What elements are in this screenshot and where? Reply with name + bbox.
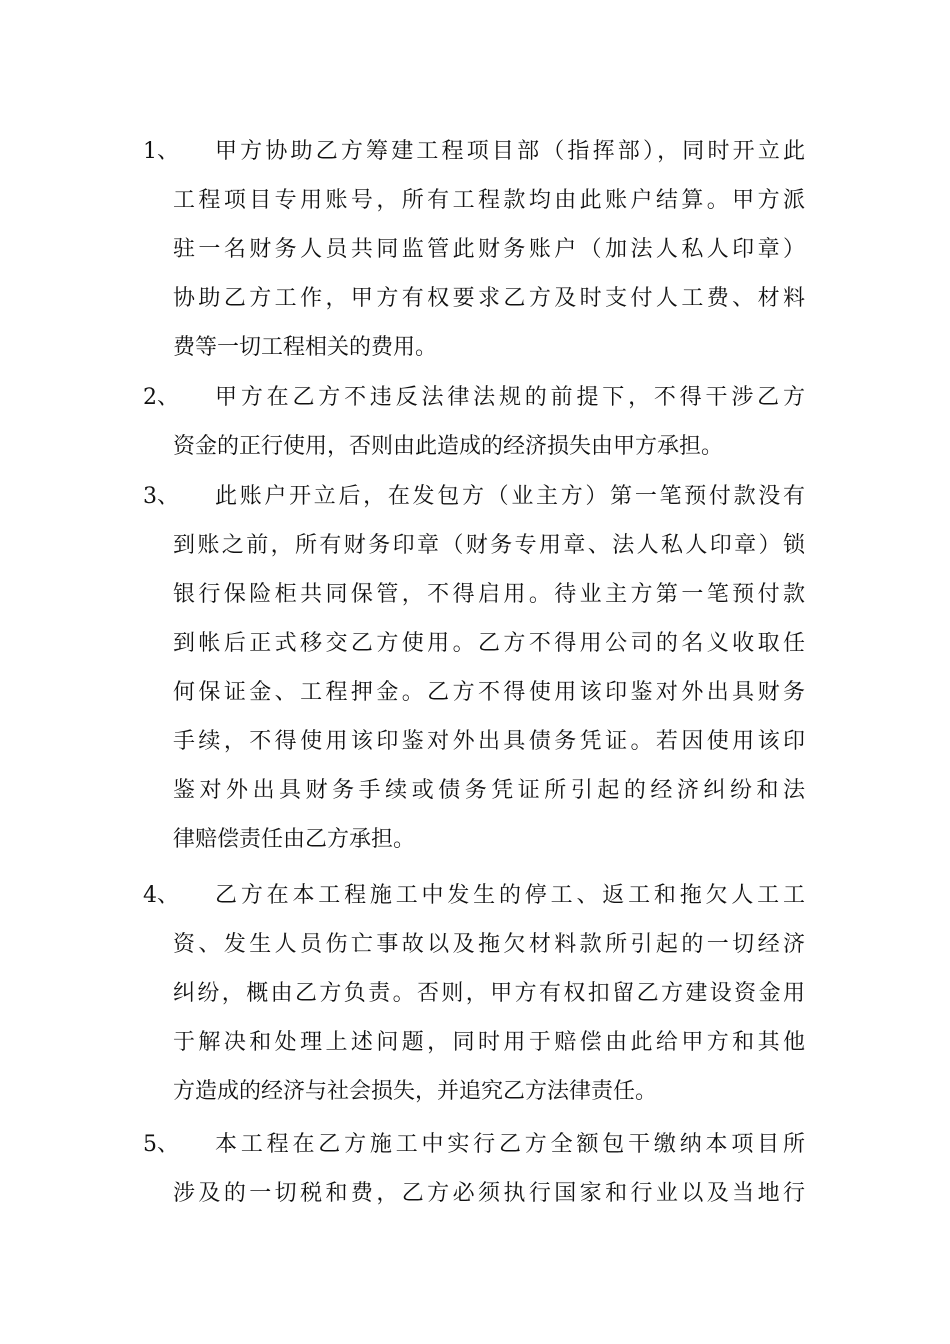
clause-2 — [143, 373, 823, 471]
clause-text-line: 协助乙方工作，甲方有权要求乙方及时支付人工费、材料 — [173, 286, 805, 311]
clause-text-line: 工程项目专用账号，所有工程款均由此账户结算。甲方派 — [173, 188, 805, 213]
clause-text-line: 费等一切工程相关的费用。 — [173, 335, 438, 360]
clause-text-line: 涉及的一切税和费，乙方必须执行国家和行业以及当地行 — [173, 1181, 805, 1206]
clause-5 — [143, 1120, 823, 1218]
clause-number: 3、 — [143, 484, 179, 509]
clause-3 — [143, 472, 823, 864]
clause-text-line: 资、发生人员伤亡事故以及拖欠材料款所引起的一切经济 — [173, 932, 805, 957]
clause-number: 2、 — [143, 385, 179, 410]
clause-1 — [143, 127, 823, 372]
clause-text-line: 银行保险柜共同保管，不得启用。待业主方第一笔预付款 — [173, 582, 805, 607]
clause-text-line: 方造成的经济与社会损失，并追究乙方法律责任。 — [173, 1079, 658, 1104]
clause-text-line: 此账户开立后，在发包方（业主方）第一笔预付款没有 — [215, 484, 805, 509]
clause-text-line: 到帐后正式移交乙方使用。乙方不得用公司的名义收取任 — [173, 631, 805, 656]
clause-number: 1、 — [143, 139, 179, 164]
clause-text-line: 资金的正行使用，否则由此造成的经济损失由甲方承担。 — [173, 434, 724, 459]
clause-text-line: 于解决和处理上述问题，同时用于赔偿由此给甲方和其他 — [173, 1030, 805, 1055]
clause-text-line: 何保证金、工程押金。乙方不得使用该印鉴对外出具财务 — [173, 680, 805, 705]
clause-text-line: 手续，不得使用该印鉴对外出具债务凭证。若因使用该印 — [173, 729, 805, 754]
clause-text-line: 乙方在本工程施工中发生的停工、返工和拖欠人工工 — [215, 883, 805, 908]
clause-text-line: 甲方在乙方不违反法律法规的前提下，不得干涉乙方 — [215, 385, 805, 410]
clause-text-line: 律赔偿责任由乙方承担。 — [173, 827, 416, 852]
clause-text-line: 甲方协助乙方筹建工程项目部（指挥部），同时开立此 — [215, 139, 805, 164]
clause-text-line: 驻一名财务人员共同监管此财务账户（加法人私人印章） — [173, 237, 805, 262]
clause-number: 5、 — [143, 1132, 179, 1157]
clause-text-line: 鉴对外出具财务手续或债务凭证所引起的经济纠纷和法 — [173, 778, 805, 803]
clause-text-line: 到账之前，所有财务印章（财务专用章、法人私人印章）锁 — [173, 533, 805, 558]
clause-text-line: 本工程在乙方施工中实行乙方全额包干缴纳本项目所 — [215, 1132, 805, 1157]
clause-text-line: 纠纷，概由乙方负责。否则，甲方有权扣留乙方建设资金用 — [173, 981, 805, 1006]
clause-number: 4、 — [143, 883, 179, 908]
clause-4 — [143, 871, 823, 1116]
